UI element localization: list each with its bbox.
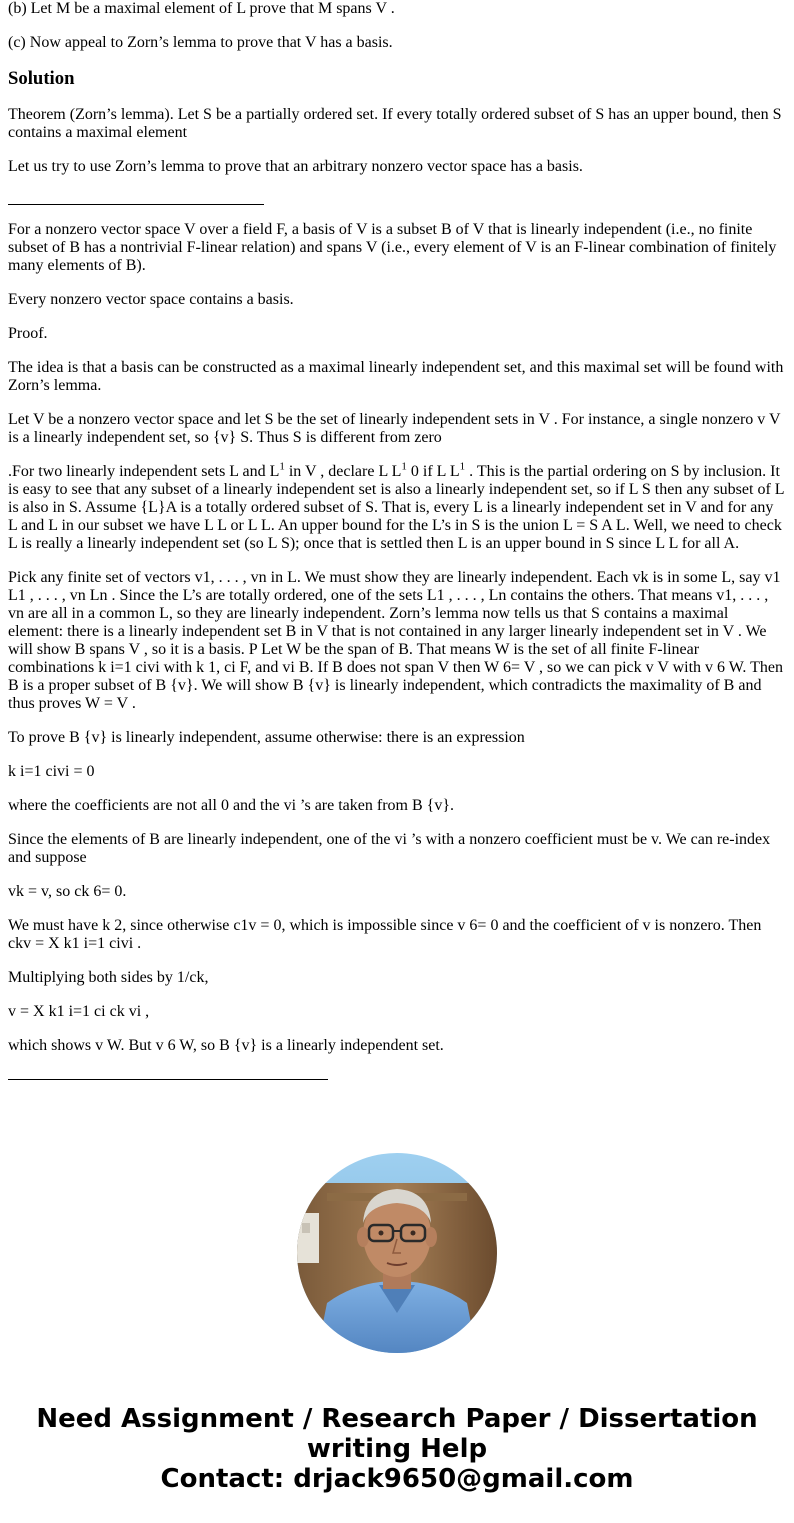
author-photo	[297, 1153, 497, 1353]
proof-label: Proof.	[8, 325, 48, 342]
claim-paragraph: Every nonzero vector space contains a basis.	[8, 291, 294, 308]
document-body	[8, 0, 786, 1096]
question-part-c: (c) Now appeal to Zorn’s lemma to prove that V has a basis.	[8, 34, 393, 51]
k-bound-paragraph: We must have k 2, since otherwise c1v = 0, which is impossible since v 6= 0 and the coefficient of v is nonzero. Then ckv = X k1 i=1 civi .	[8, 917, 762, 952]
intro-paragraph: Let us try to use Zorn’s lemma to prove that an arbitrary nonzero vector space has a basis.	[8, 158, 583, 175]
promo-line-1: Need Assignment / Research Paper / Dissertation	[36, 1404, 758, 1434]
conclusion-paragraph: which shows v W. But v 6 W, so B {v} is a linearly independent set.	[8, 1037, 444, 1054]
promo-line-2: writing Help	[306, 1434, 488, 1464]
independence-paragraph: Pick any finite set of vectors v1, . . . , vn in L. We must show they are linearly independent. Each vk is in some L, say v1 L1 , . . . , vn Ln . Since the L’s are totally ordered, one of the sets L1 , . . . , Ln contains the others. That means v1, . . . , vn are all in a common L, so they are linearly independent. Zorn’s lemma now tells us that S contains a maximal element: there is a linearly independent set B in V that is not contained in any larger linearly independent set in V . We will show B spans V , so it is a basis. P Let W be the span of B. That means W is the set of all finite F-linear combinations k i=1 civi with k 1, ci F, and vi B. If B does not span V then W 6= V , so we can pick v V with v 6 W. Then B is a proper subset of B {v}. We will show B {v} is linearly independent, which contradicts the maximality of B and thus proves W = V .	[8, 569, 783, 712]
reindex-paragraph: Since the elements of B are linearly independent, one of the vi ’s with a nonzero coefficient must be v. We can re-index and suppose	[8, 831, 771, 866]
setup-paragraph: Let V be a nonzero vector space and let S be the set of linearly independent sets in V . For instance, a single nonzero v V is a linearly independent set, so {v} S. Thus S is different from zero	[8, 411, 781, 446]
theorem-paragraph: Theorem (Zorn’s lemma). Let S be a partially ordered set. If every totally ordered subset of S has an upper bound, then S contains a maximal element	[8, 106, 782, 141]
horizontal-divider	[8, 204, 264, 205]
v-expression: v = X k1 i=1 ci ck vi ,	[8, 1003, 150, 1020]
solution-heading: Solution	[8, 68, 75, 89]
vk-expression: vk = v, so ck 6= 0.	[8, 883, 127, 900]
promo-contact: Contact: drjack9650@gmail.com	[160, 1464, 634, 1494]
idea-paragraph: The idea is that a basis can be constructed as a maximal linearly independent set, and this maximal set will be found with Zorn’s lemma.	[8, 359, 784, 394]
sum-expression: k i=1 civi = 0	[8, 763, 95, 780]
contradiction-setup: To prove B {v} is linearly independent, assume otherwise: there is an expression	[8, 729, 525, 746]
multiply-paragraph: Multiplying both sides by 1/ck,	[8, 969, 209, 986]
ordering-paragraph: .For two linearly independent sets L and $L^1$ in V , declare L $L^1$ 0 if L $L^1$ . This is the partial ordering on S by inclusion. It is easy to see that any subset of a linearly independent set is also a linearly independent set, so if L S then any subset of L is also in S. Assume {L}A is a totally ordered subset of S. That is, every L is a linearly independent set in V and for any L and L in our subset we have L L or L L. An upper bound for the L’s in S is the union L = S A L. Well, we need to check L is really a linearly independent set (so L S); once that is settled then L is an upper bound in S since L L for all A.	[8, 460, 784, 552]
author-portrait-icon	[297, 1153, 497, 1353]
question-part-b: (b) Let M be a maximal element of L prove that M spans V .	[8, 0, 395, 17]
horizontal-divider-bottom	[8, 1079, 328, 1080]
definition-paragraph: For a nonzero vector space V over a field F, a basis of V is a subset B of V that is linearly independent (i.e., no finite subset of B has a nontrivial F-linear relation) and spans V (i.e., every element of V is an F-linear combination of finitely many elements of B).	[8, 221, 777, 274]
promo-banner	[0, 1404, 794, 1494]
coefficients-note: where the coefficients are not all 0 and the vi ’s are taken from B {v}.	[8, 797, 455, 814]
